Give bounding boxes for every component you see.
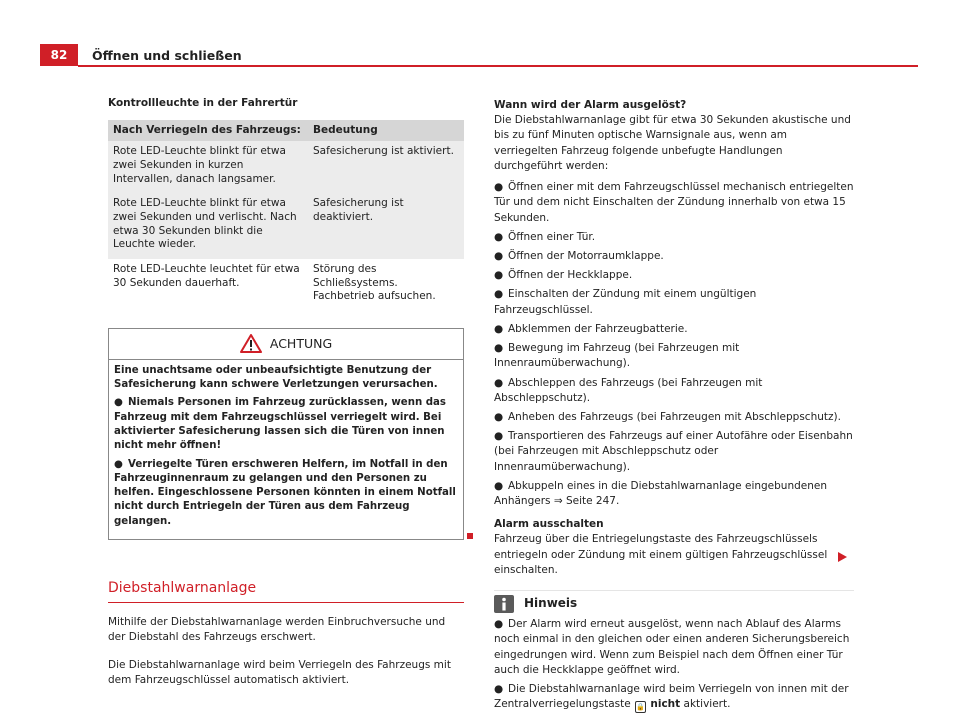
table-row xyxy=(108,259,464,311)
alarm-heading: Wann wird der Alarm ausgelöst? xyxy=(494,99,687,111)
hint-header xyxy=(494,590,854,613)
warning-triangle-icon xyxy=(240,334,262,353)
list-item: ● Öffnen der Heckklappe. xyxy=(494,269,633,282)
table-cell: Rote LED-Leuchte blinkt für etwa zwei Sekunden und verlischt. Nach etwa 30 Sekunden blinkt die Leuchte wieder. xyxy=(108,193,308,259)
list-item: ● Abkuppeln eines in die Diebstahlwarnanlage eingebundenen Anhängers ⇒ Seite 247. xyxy=(494,479,828,508)
section-title: Diebstahlwarnanlage xyxy=(108,578,464,603)
table-cell: Rote LED-Leuchte leuchtet für etwa 30 Sekunden dauerhaft. xyxy=(113,262,300,289)
indicator-table xyxy=(108,120,464,311)
info-note-icon xyxy=(494,595,514,613)
table-cell: Rote LED-Leuchte blinkt für etwa zwei Sekunden in kurzen Intervallen, danach langsamer. xyxy=(108,141,308,193)
warning-bullet-text: Verriegelte Türen erschweren Helfern, im Notfall in den Fahrzeuginnenraum zu gelangen und den Personen zu helfen. Eingeschlossene Personen könnten in einem Notfall nicht durch Entriegeln der Türen aus dem Fahrzeug gelangen. xyxy=(114,458,456,527)
list-item-text: Abschleppen des Fahrzeugs (bei Fahrzeugen mit Abschleppschutz). xyxy=(494,376,763,404)
page-number: 82 xyxy=(40,44,78,66)
list-item-text: Transportieren des Fahrzeugs auf einer Autofähre oder Eisenbahn (bei Fahrzeugen mit Abschleppschutz oder Innenraumüberwachung). xyxy=(494,430,853,473)
list-item-text: Anheben des Fahrzeugs (bei Fahrzeugen mit Abschleppschutz). xyxy=(508,410,841,423)
warning-title: ACHTUNG xyxy=(269,335,333,351)
table-header-cell: Bedeutung xyxy=(308,120,464,141)
table-row xyxy=(108,193,464,259)
list-item-text: Öffnen einer Tür. xyxy=(508,230,596,243)
alarm-intro: Die Diebstahlwarnanlage gibt für etwa 30 Sekunden akustische und bis zu fünf Minuten optische Warnsignale aus, wenn am verriegelten Fahrzeug folgende unbefugte Handlungen durchgeführt werden: xyxy=(494,114,851,172)
table-header-row xyxy=(108,120,464,141)
alarm-trigger-list xyxy=(494,180,854,509)
hint-item-text: Der Alarm wird erneut ausgelöst, wenn nach Ablauf des Alarms noch einmal in den gleichen oder einen anderen Sicherungsbereich eingedrungen wird. Wenn zum Beispiel nach dem Öffnen einer Tür auch die Heckklappe geöffnet wird. xyxy=(494,618,850,676)
section-paragraph: Mithilfe der Diebstahlwarnanlage werden Einbruchversuche und der Diebstahl des Fahrzeugs erschwert. xyxy=(108,616,446,644)
hint-item: ● Die Diebstahlwarnanlage wird beim Verriegeln von innen mit der Zentralverriegelungstaste 🔒 nicht aktiviert. xyxy=(494,683,849,712)
list-item: ● Bewegung im Fahrzeug (bei Fahrzeugen mit Innenraumüberwachung). xyxy=(494,342,740,370)
hint-title: Hinweis xyxy=(524,596,578,611)
warning-intro: Eine unachtsame oder unbeaufsichtigte Benutzung der Safesicherung kann schwere Verletzungen verursachen. xyxy=(114,364,438,391)
list-item: ● Öffnen der Motorraumklappe. xyxy=(494,249,664,262)
hint-item-text: aktiviert. xyxy=(683,698,731,711)
left-column xyxy=(108,96,464,688)
list-item: ● Abklemmen der Fahrzeugbatterie. xyxy=(494,322,688,335)
table-cell: Störung des Schließsystems. Fachbetrieb aufsuchen. xyxy=(313,262,436,303)
list-item: ● Transportieren des Fahrzeugs auf einer Autofähre oder Eisenbahn (bei Fahrzeugen mit Abschleppschutz oder Innenraumüberwachung). xyxy=(494,430,853,473)
hint-item: ● Der Alarm wird erneut ausgelöst, wenn nach Ablauf des Alarms noch einmal in den gleichen oder einen anderen Sicherungsbereich eingedrungen wird. Wenn zum Beispiel nach dem Öffnen einer Tür auch die Heckklappe geöffnet wird. xyxy=(494,618,850,676)
table-header-cell: Nach Verriegeln des Fahrzeugs: xyxy=(108,120,308,141)
alarm-off-heading: Alarm ausschalten xyxy=(494,518,604,531)
list-item-text: Abkuppeln eines in die Diebstahlwarnanlage eingebundenen Anhängers ⇒ Seite 247. xyxy=(494,479,828,508)
table-row xyxy=(108,141,464,193)
warning-body xyxy=(109,360,463,539)
section-paragraph: Die Diebstahlwarnanlage wird beim Verriegeln des Fahrzeugs mit dem Fahrzeugschlüssel automatisch aktiviert. xyxy=(108,658,451,686)
list-item-text: Öffnen der Motorraumklappe. xyxy=(508,249,664,262)
table-cell: Safesicherung ist aktiviert. xyxy=(308,141,464,193)
alarm-off-text: Fahrzeug über die Entriegelungstaste des Fahrzeugschlüssels entriegeln oder Zündung mit einem gültigen Fahrzeugschlüssel einschalten. xyxy=(494,533,828,576)
list-item-text: Bewegung im Fahrzeug (bei Fahrzeugen mit Innenraumüberwachung). xyxy=(494,342,740,370)
table-caption: Kontrollleuchte in der Fahrertür xyxy=(108,97,298,109)
table-cell: Safesicherung ist deaktiviert. xyxy=(308,193,464,259)
end-marker xyxy=(467,533,473,539)
list-item: ● Einschalten der Zündung mit einem ungültigen Fahrzeugschlüssel. xyxy=(494,288,757,316)
list-item-text: Abklemmen der Fahrzeugbatterie. xyxy=(508,322,688,335)
list-item-text: Öffnen der Heckklappe. xyxy=(508,269,633,282)
warning-header xyxy=(109,329,463,360)
list-item-text: Öffnen einer mit dem Fahrzeugschlüssel mechanisch entriegelten Tür und dem nicht Einschalten der Zündung innerhalb von etwa 15 Sekunden. xyxy=(494,181,854,224)
lock-key-icon: 🔒 xyxy=(636,703,645,712)
list-item-text: Einschalten der Zündung mit einem ungültigen Fahrzeugschlüssel. xyxy=(494,288,757,316)
list-item: ● Abschleppen des Fahrzeugs (bei Fahrzeugen mit Abschleppschutz). xyxy=(494,376,763,404)
hint-item-text: Die Diebstahlwarnanlage wird beim Verriegeln von innen mit der Zentralverriegelungstaste xyxy=(494,683,849,711)
chapter-title: Öffnen und schließen xyxy=(92,48,242,63)
hint-emphasis: nicht xyxy=(650,698,681,711)
warning-bullet: ● Verriegelte Türen erschweren Helfern, im Notfall in den Fahrzeuginnenraum zu gelangen und den Personen zu helfen. Eingeschlossene Personen könnten in einem Notfall nicht durch Entriegeln der Türen aus dem Fahrzeug gelangen. xyxy=(114,458,456,527)
header-rule xyxy=(78,65,918,67)
right-column xyxy=(494,98,854,713)
continue-arrow-icon xyxy=(838,552,847,562)
list-item: ● Anheben des Fahrzeugs (bei Fahrzeugen mit Abschleppschutz). xyxy=(494,410,841,423)
list-item: ● Öffnen einer Tür. xyxy=(494,230,596,243)
list-item: ● Öffnen einer mit dem Fahrzeugschlüssel mechanisch entriegelten Tür und dem nicht Einschalten der Zündung innerhalb von etwa 15 Sekunden. xyxy=(494,181,854,224)
warning-box xyxy=(108,328,464,540)
warning-bullet-text: Niemals Personen im Fahrzeug zurücklassen, wenn das Fahrzeug mit dem Fahrzeugschlüssel verriegelt wird. Bei aktivierter Safesicherung lassen sich die Türen von innen nicht mehr öffnen! xyxy=(114,397,446,452)
warning-bullet: ● Niemals Personen im Fahrzeug zurücklassen, wenn das Fahrzeug mit dem Fahrzeugschlüssel verriegelt wird. Bei aktivierter Safesicherung lassen sich die Türen von innen nicht mehr öffnen! xyxy=(114,397,446,452)
